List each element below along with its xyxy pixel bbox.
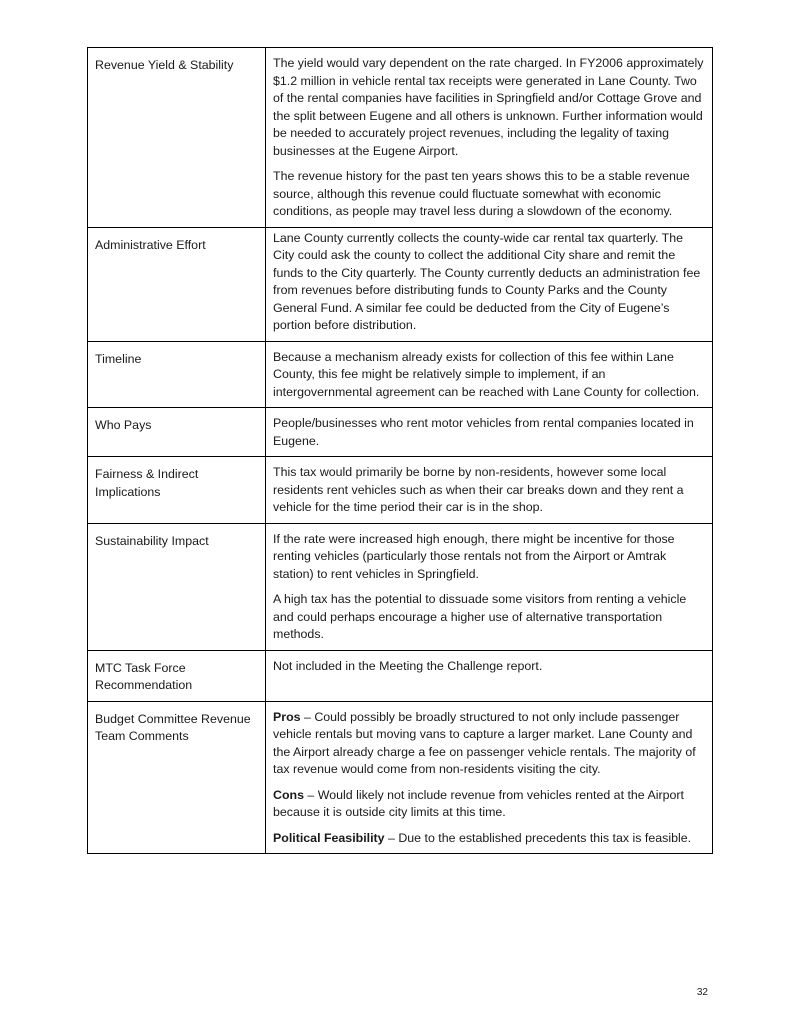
row-content: [266, 701, 713, 854]
political-feasibility-term: Political Feasibility: [273, 830, 385, 845]
paragraph: Not included in the Meeting the Challenge report.: [273, 658, 543, 673]
revenue-evaluation-table: [87, 47, 713, 854]
table-row-who-pays: [88, 408, 713, 457]
row-label: Revenue Yield & Stability: [88, 48, 266, 228]
paragraph: This tax would primarily be borne by non-residents, however some local residents rent vehicles such as when their car breaks down and they rent a vehicle for the time period their car is in the shop.: [273, 465, 684, 514]
table-row-timeline: [88, 341, 713, 408]
cons-text: – Would likely not include revenue from vehicles rented at the Airport because it is outside city limits at this time.: [273, 787, 684, 819]
row-content: [266, 523, 713, 650]
paragraph: Because a mechanism already exists for collection of this fee within Lane County, this fee might be relatively simple to implement, if an intergovernmental agreement can be reached with Lane County for collection.: [273, 349, 700, 399]
pros-paragraph: [273, 709, 705, 779]
row-content: [266, 408, 713, 457]
political-feasibility-text: – Due to the established precedents this tax is feasible.: [384, 830, 692, 845]
paragraph: The yield would vary dependent on the rate charged. In FY2006 approximately $1.2 million in vehicle rental tax receipts were generated in Lane County. Two of the rental companies have facilities in Springfield and/or Cottage Grove and the split between Eugene and all others is unknown. Further information would be needed to accurately project revenues, including the legality of taxing businesses at the Eugene Airport.: [273, 56, 704, 158]
row-label: Timeline: [88, 341, 266, 408]
row-content: [266, 457, 713, 524]
row-content: [266, 48, 713, 228]
row-content: [266, 650, 713, 701]
pros-term: Pros: [273, 709, 301, 724]
row-label: Budget Committee Revenue Team Comments: [88, 701, 266, 854]
table-row-sustainability: [88, 523, 713, 650]
row-label: Sustainability Impact: [88, 523, 266, 650]
page-number: 32: [696, 987, 708, 998]
paragraph: Lane County currently collects the county-wide car rental tax quarterly. The City could ask the county to collect the additional City share and remit the funds to the City quarterly. The County currently deducts an administration fee from revenues before distributing funds to County Parks and the County General Fund. A similar fee could be deducted from the City of Eugene’s portion before distribution.: [273, 230, 701, 332]
cons-term: Cons: [273, 787, 304, 802]
row-label: Fairness & Indirect Implications: [88, 457, 266, 524]
paragraph: A high tax has the potential to dissuade some visitors from renting a vehicle and could perhaps encourage a higher use of alternative transportation methods.: [273, 592, 687, 641]
row-label: Administrative Effort: [88, 227, 266, 341]
row-label: Who Pays: [88, 408, 266, 457]
row-label: MTC Task Force Recommendation: [88, 650, 266, 701]
paragraph: If the rate were increased high enough, there might be incentive for those renting vehicles (particularly those rentals not from the Airport or Amtrak station) to rent vehicles in Springfield.: [273, 531, 675, 581]
cons-paragraph: [273, 787, 705, 822]
political-feasibility-paragraph: [273, 830, 705, 848]
paragraph: The revenue history for the past ten years shows this to be a stable revenue source, although this revenue could fluctuate somewhat with economic conditions, as people may travel less during a slowdown of the economy.: [273, 169, 690, 218]
table-row-fairness: [88, 457, 713, 524]
paragraph: People/businesses who rent motor vehicles from rental companies located in Eugene.: [273, 416, 694, 448]
table-row-budget-committee: [88, 701, 713, 854]
table-row-administrative-effort: [88, 227, 713, 341]
table-row-revenue-yield: [88, 48, 713, 228]
row-content: [266, 341, 713, 408]
row-content: [266, 227, 713, 341]
pros-text: – Could possibly be broadly structured to not only include passenger vehicle rentals but moving vans to capture a larger market. Lane County and the Airport already charge a fee on passenger vehicle rentals. The majority of tax revenue would come from non-residents visiting the city.: [273, 709, 696, 776]
table-row-mtc-task-force: [88, 650, 713, 701]
